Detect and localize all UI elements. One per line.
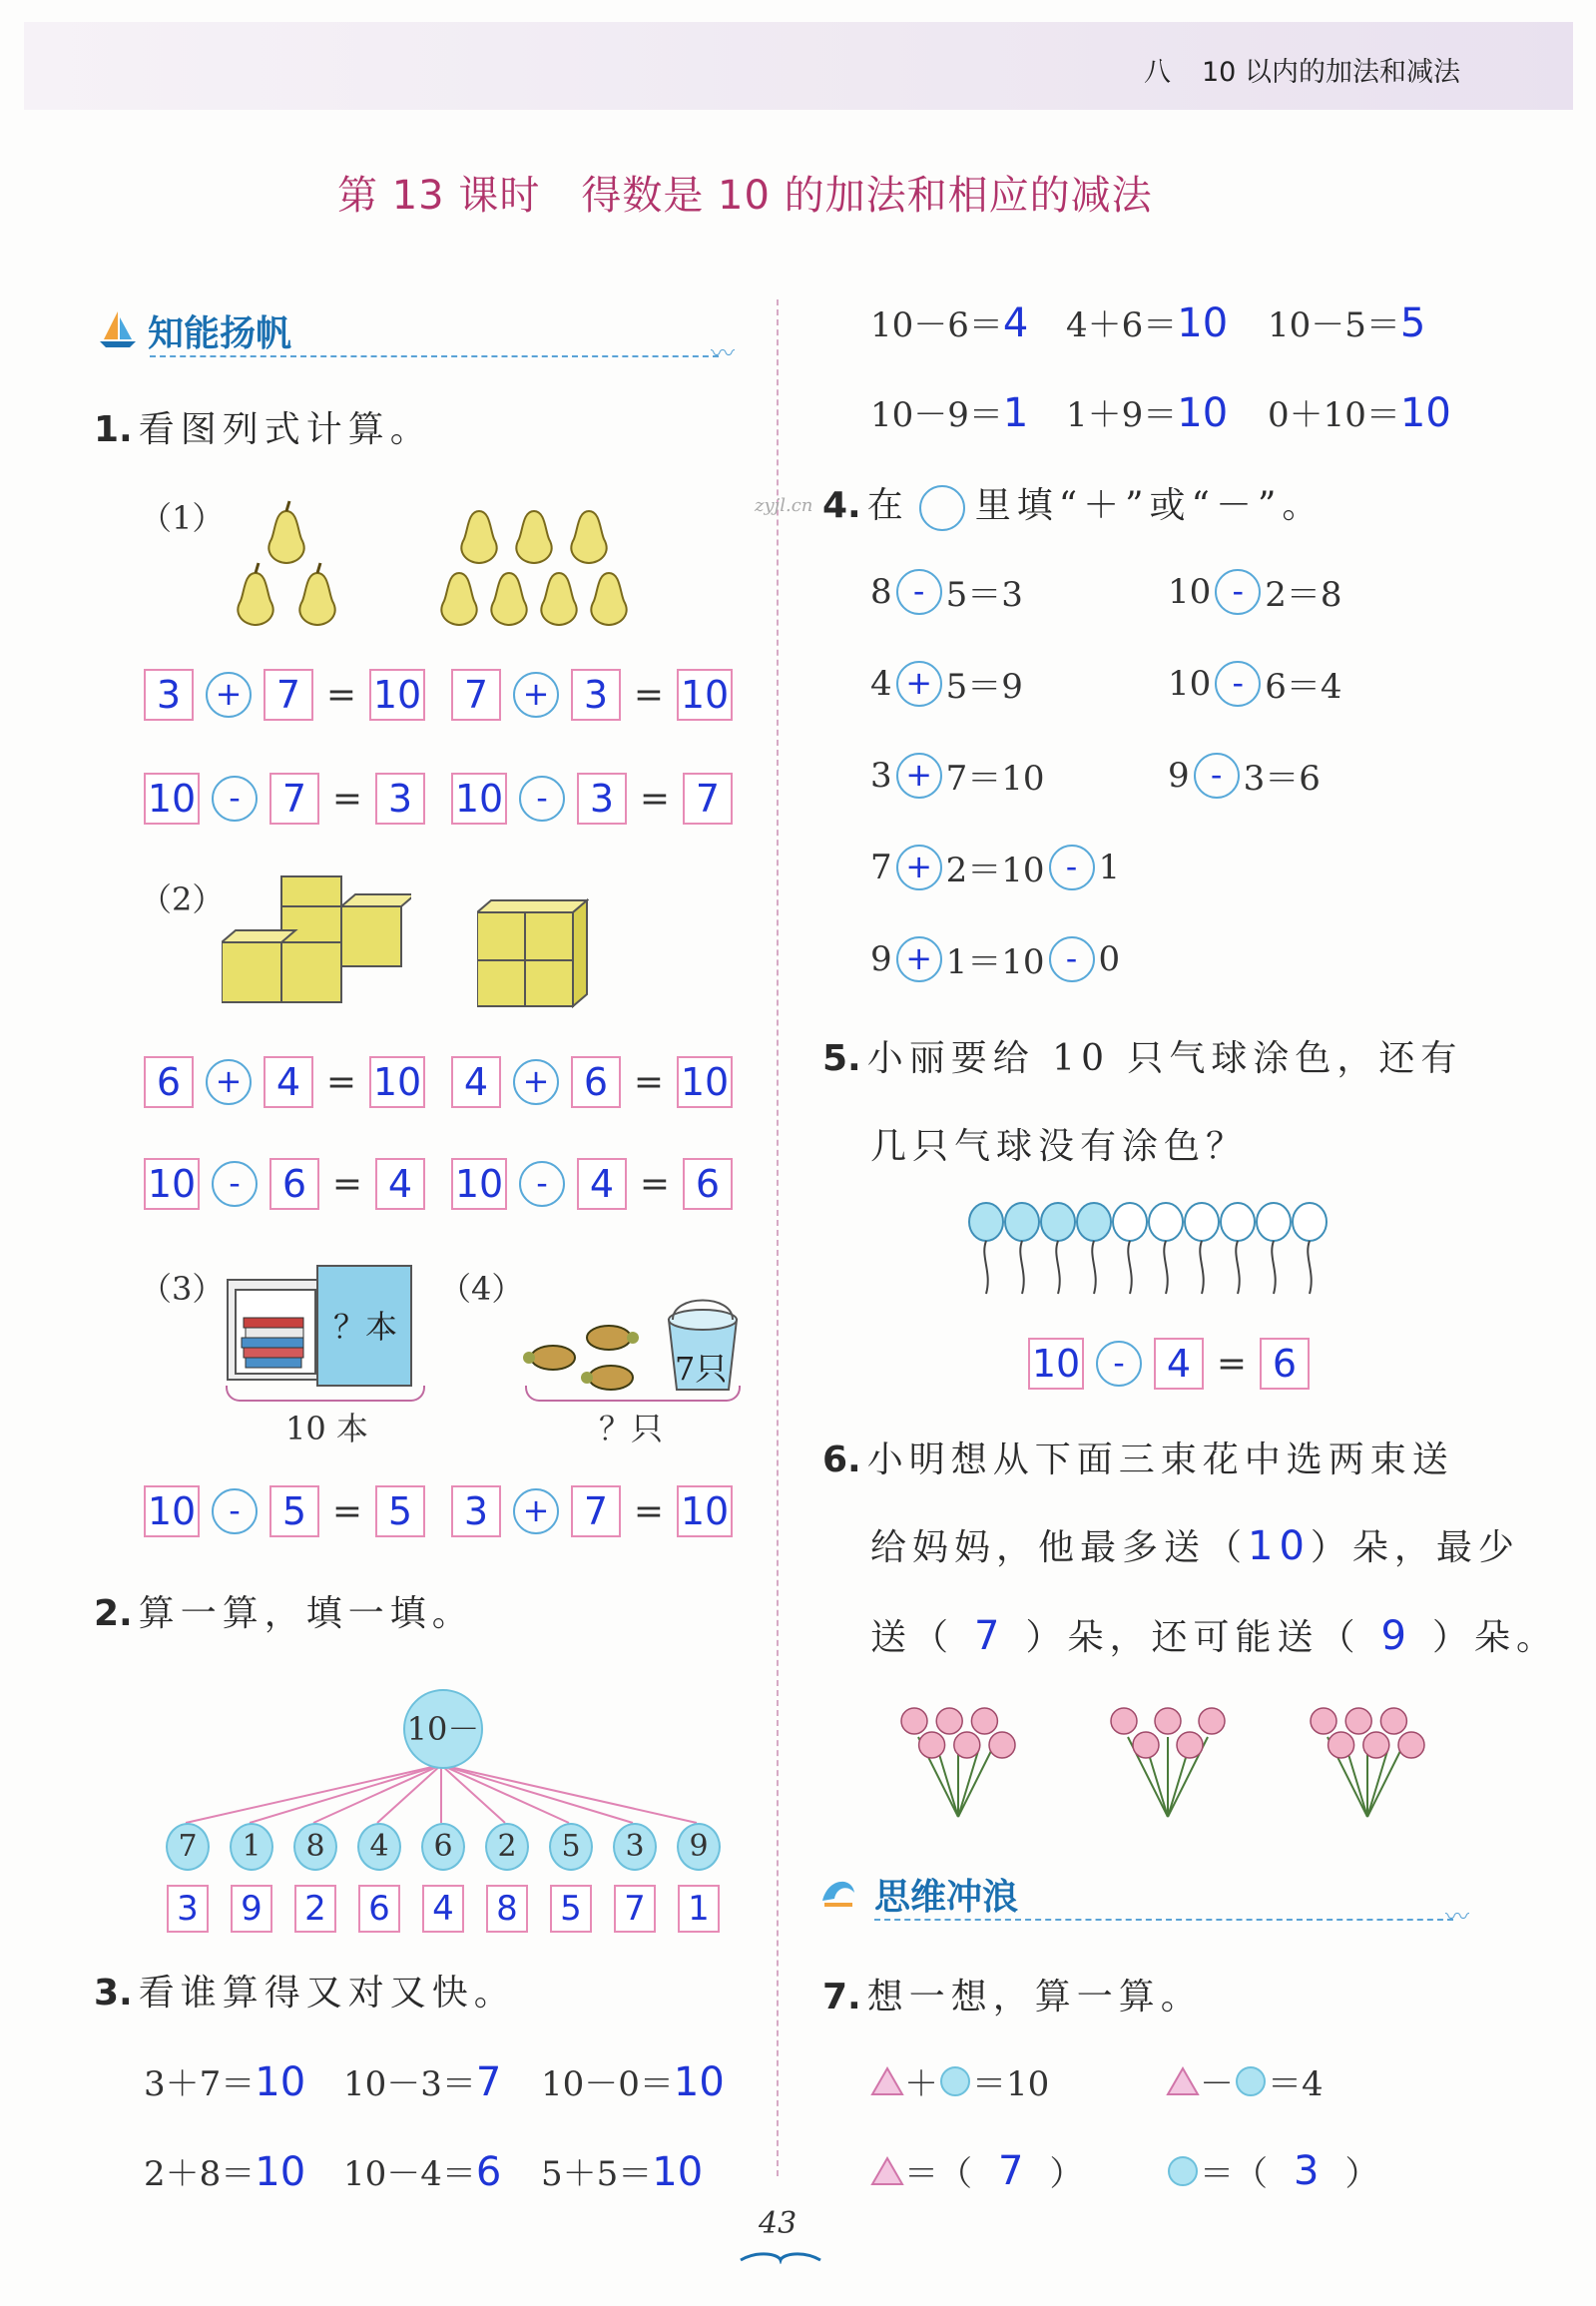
section-title-knowledge: 知能扬帆 [148, 313, 292, 354]
q7-prompt: 7. 想一想，算一算。 [822, 1977, 1203, 2018]
q1-p2-row1 [144, 1056, 733, 1108]
q1-p2-row2 [144, 1158, 733, 1210]
tree-answer-box[interactable]: 1 [678, 1885, 720, 1933]
operator-circle[interactable]: - [1096, 1341, 1142, 1387]
tree-input-circle: 4 [357, 1823, 401, 1871]
answer-box[interactable]: 10 [144, 773, 200, 825]
q1-part2-label: （2） [140, 880, 225, 918]
tree-input-circle: 2 [485, 1823, 529, 1871]
expression-text: 2＋8＝ [144, 2154, 256, 2194]
answer-box[interactable]: 10 [677, 1056, 733, 1108]
answer-box[interactable]: 7 [683, 773, 733, 825]
answer-box[interactable]: 10 [144, 1158, 200, 1210]
operator-circle[interactable]: + [513, 672, 559, 718]
q1-p34-row [144, 1485, 733, 1537]
q6-line2: 给妈妈，他最多送（10）朵，最少 [870, 1523, 1520, 1569]
flower-bunch [901, 1708, 1015, 1817]
equals-sign: = [639, 778, 671, 820]
equals-sign: = [325, 1061, 357, 1103]
operand: 7＝10 [945, 759, 1045, 799]
q4-expression [1168, 751, 1321, 800]
operand: 10 [1168, 571, 1212, 612]
operator-circle[interactable]: + [896, 845, 942, 890]
blank-circle-icon [919, 485, 965, 531]
q5-row [1028, 1338, 1310, 1390]
answer-box[interactable]: 4 [451, 1056, 501, 1108]
operator-circle[interactable]: - [519, 776, 565, 822]
answer-box[interactable]: 10 [677, 1485, 733, 1537]
answer-box[interactable]: 10 [677, 669, 733, 721]
expression-text: 10－4＝ [343, 2154, 476, 2194]
q4-expression [870, 843, 1120, 891]
q4-expression [870, 751, 1045, 800]
operand: 2＝8 [1265, 575, 1342, 615]
operator-circle[interactable]: - [1215, 569, 1261, 615]
wave-icon: 〰 [1445, 1903, 1469, 1931]
q4-expression [870, 567, 1023, 616]
expression-text: 10－5＝ [1268, 305, 1400, 345]
answer-box[interactable]: 10 [1028, 1338, 1084, 1390]
q3-prompt: 3. 看谁算得又对又快。 [94, 1973, 516, 2014]
operand: 3＝6 [1243, 759, 1321, 799]
circle-icon [938, 2064, 972, 2098]
tree-line [313, 1765, 441, 1823]
q6-other-answer: 9 [1380, 1613, 1412, 1659]
equals-sign: = [331, 778, 363, 820]
total-books-label: 10 本 [285, 1410, 368, 1447]
q3-expression [870, 297, 1028, 346]
q3-expression [343, 2146, 501, 2195]
answer-box[interactable]: 3 [144, 669, 194, 721]
operand: 5＝3 [945, 575, 1023, 615]
total-turtles-label: ？只 [599, 1410, 664, 1447]
operand: 3 [870, 755, 892, 796]
q6-line1: 6. 小明想从下面三束花中选两束送 [822, 1440, 1454, 1480]
operator-circle[interactable]: - [1049, 936, 1095, 982]
expression-answer[interactable]: 6 [475, 2149, 502, 2195]
expression-answer[interactable]: 5 [1399, 300, 1426, 346]
tree-input-circle: 5 [549, 1823, 593, 1871]
balloon-string [1020, 1241, 1023, 1294]
expression-answer[interactable]: 4 [1002, 300, 1029, 346]
wave-icon: 〰 [711, 339, 735, 367]
q4-expression [1168, 659, 1342, 708]
operand: 4 [870, 663, 892, 704]
operand: 9 [870, 938, 892, 979]
operand: 0 [1098, 938, 1121, 979]
pear-group-large [439, 491, 629, 631]
expression-answer[interactable]: 10 [255, 2059, 306, 2105]
answer-box[interactable]: 3 [375, 773, 425, 825]
balloon-string [1092, 1241, 1095, 1294]
q7-circle-answer: ＝（ 3 ） [1166, 2146, 1378, 2195]
brace [226, 1386, 425, 1402]
operator-circle[interactable]: + [896, 661, 942, 707]
divider [150, 355, 719, 357]
operator-circle[interactable]: - [519, 1161, 565, 1207]
operator-circle[interactable]: + [896, 936, 942, 982]
equals-sign: = [325, 674, 357, 716]
bucket-label: 7只 [675, 1350, 728, 1388]
triangle-icon [870, 2066, 904, 2096]
tree-line [441, 1765, 633, 1823]
uncolored-balloon [1293, 1203, 1327, 1241]
answer-box[interactable]: 7 [451, 669, 501, 721]
q5-line2: 几只气球没有涂色？ [870, 1126, 1249, 1167]
expression-text: 10－6＝ [870, 305, 1003, 345]
tree-input-circle: 6 [421, 1823, 465, 1871]
triangle-icon [1166, 2066, 1200, 2096]
uncolored-balloon [1113, 1203, 1147, 1241]
answer-box[interactable]: 3 [451, 1485, 501, 1537]
answer-box[interactable]: 10 [144, 1485, 200, 1537]
flower-bunch [1311, 1708, 1424, 1817]
expression-answer[interactable]: 10 [1177, 390, 1229, 436]
q6-max-answer: 10 [1248, 1523, 1311, 1569]
tree-line [441, 1765, 569, 1823]
colored-balloon [1005, 1203, 1039, 1241]
operator-circle[interactable]: - [212, 1161, 258, 1207]
tree-input-circle: 7 [166, 1823, 210, 1871]
colored-balloon [1077, 1203, 1111, 1241]
q7-triangle-answer: ＝（ 7 ） [870, 2146, 1083, 2195]
operator-circle[interactable]: - [212, 1488, 258, 1534]
operator-circle[interactable]: + [206, 672, 252, 718]
operand: 6＝4 [1265, 667, 1342, 707]
q6-line3: 送（ 7 ）朵，还可能送（ 9 ）朵。 [870, 1613, 1558, 1659]
expression-text: 4＋6＝ [1066, 305, 1178, 345]
equals-sign: = [633, 674, 665, 716]
equals-sign: = [639, 1163, 671, 1205]
expression-answer[interactable]: 10 [652, 2149, 704, 2195]
operand: 9 [1168, 755, 1190, 796]
watermark: zyjl.cn [755, 495, 813, 516]
flower-bunch [1111, 1708, 1225, 1817]
answer-box[interactable]: 10 [369, 1056, 425, 1108]
q1-p1-row1 [144, 669, 733, 721]
answer-box[interactable]: 10 [451, 773, 507, 825]
q3-expression [343, 2056, 501, 2105]
answer-box[interactable]: 3 [571, 669, 621, 721]
tree-answer-box[interactable]: 9 [231, 1885, 272, 1933]
circle-icon [1234, 2064, 1268, 2098]
balloon-string [1200, 1241, 1203, 1294]
q1-part1-label: （1） [140, 499, 225, 537]
tree-line [186, 1765, 441, 1823]
q5-line1: 5. 小丽要给 10 只气球涂色，还有 [822, 1038, 1463, 1079]
q4-expression [870, 659, 1023, 708]
tree-answer-box[interactable]: 6 [358, 1885, 400, 1933]
q3-expression [1268, 387, 1451, 436]
answer-box[interactable]: 10 [451, 1158, 507, 1210]
tree-answer-box[interactable]: 3 [167, 1885, 209, 1933]
q3-expression [1066, 387, 1228, 436]
answer-box[interactable]: 4 [264, 1056, 313, 1108]
wave-surf-icon [818, 1871, 858, 1915]
operand: 5＝9 [945, 667, 1023, 707]
operand: 1＝10 [945, 942, 1045, 982]
balloon-string [984, 1241, 987, 1294]
cube-shape-left [222, 870, 411, 1014]
answer-box[interactable]: 4 [1154, 1338, 1204, 1390]
equals-sign: = [331, 1490, 363, 1532]
tree-root: 10－ [403, 1689, 483, 1769]
expression-answer[interactable]: 10 [1177, 300, 1229, 346]
operator-circle[interactable]: + [206, 1059, 252, 1105]
operator-circle[interactable]: + [513, 1488, 559, 1534]
q3-expression [1268, 297, 1425, 346]
uncolored-balloon [1185, 1203, 1219, 1241]
tree-input-circle: 1 [230, 1823, 273, 1871]
unit-title: 10 以内的加法和减法 [1202, 57, 1460, 88]
uncolored-balloon [1257, 1203, 1291, 1241]
expression-text: 10－9＝ [870, 395, 1003, 435]
operator-circle[interactable]: - [212, 776, 258, 822]
q7-eq1: ＋ ＝10 [870, 2056, 1049, 2105]
colored-balloon [969, 1203, 1003, 1241]
balloon-string [1128, 1241, 1131, 1294]
q1-part3-label: （3） [140, 1270, 225, 1308]
q3-expression [541, 2146, 703, 2195]
q3-expression [1066, 297, 1228, 346]
answer-box[interactable]: 7 [269, 773, 319, 825]
answer-box[interactable]: 6 [144, 1056, 194, 1108]
flowers-illustration [898, 1697, 1457, 1831]
q4-expression [1168, 567, 1342, 616]
answer-box[interactable]: 4 [375, 1158, 425, 1210]
expression-text: 10－0＝ [541, 2064, 674, 2104]
expression-answer[interactable]: 10 [1399, 390, 1451, 436]
answer-box[interactable]: 3 [577, 773, 627, 825]
answer-box[interactable]: 6 [683, 1158, 733, 1210]
balloons-illustration [966, 1202, 1355, 1306]
balloon-string [1236, 1241, 1239, 1294]
uncolored-balloon [1221, 1203, 1255, 1241]
operator-circle[interactable]: + [513, 1059, 559, 1105]
tree-input-circle: 3 [613, 1823, 657, 1871]
equals-sign: = [331, 1163, 363, 1205]
tree-input-circle: 9 [677, 1823, 721, 1871]
expression-text: 5＋5＝ [541, 2154, 653, 2194]
tree-input-circle: 8 [293, 1823, 337, 1871]
equals-sign: = [1216, 1343, 1248, 1385]
cube-shape-right [477, 898, 589, 1012]
operator-circle[interactable]: - [1215, 661, 1261, 707]
operator-circle[interactable]: - [896, 569, 942, 615]
sailboat-icon [96, 307, 140, 355]
book-icon [739, 2248, 822, 2268]
q3-expression [870, 387, 1028, 436]
equals-sign: = [633, 1061, 665, 1103]
q6-min-answer: 7 [974, 1613, 1006, 1659]
section-title-thinking: 思维冲浪 [874, 1877, 1019, 1918]
unknown-books-label: ？本 [333, 1308, 398, 1346]
expression-answer[interactable]: 10 [673, 2059, 725, 2105]
operand: 2＝10 [945, 851, 1045, 890]
q2-prompt: 2. 算一算，填一填。 [94, 1593, 474, 1634]
answer-box[interactable]: 10 [369, 669, 425, 721]
tree-answer-box[interactable]: 5 [550, 1885, 592, 1933]
expression-answer[interactable]: 10 [255, 2149, 306, 2195]
colored-balloon [1041, 1203, 1075, 1241]
expression-text: 10－3＝ [343, 2064, 476, 2104]
tree-line [441, 1765, 697, 1823]
answer-box[interactable]: 5 [269, 1485, 319, 1537]
q1-p1-row2 [144, 773, 733, 825]
operator-circle[interactable]: - [1049, 845, 1095, 890]
expression-text: 1＋9＝ [1066, 395, 1178, 435]
balloon-string [1308, 1241, 1311, 1294]
unit-number: 八 [1144, 57, 1171, 88]
balloon-string [1164, 1241, 1167, 1294]
answer-box[interactable]: 6 [1260, 1338, 1310, 1390]
triangle-icon [870, 2156, 904, 2186]
q3-expression [541, 2056, 725, 2105]
tree-line [250, 1765, 441, 1823]
expression-text: 3＋7＝ [144, 2064, 256, 2104]
equals-sign: = [633, 1490, 665, 1532]
q3-expression [144, 2146, 305, 2195]
balloon-string [1056, 1241, 1059, 1294]
q4-prompt: 4. 在 里填“＋”或“－”。 [822, 477, 1324, 531]
answer-box[interactable]: 6 [269, 1158, 319, 1210]
pear-group-small [232, 491, 341, 631]
answer-box[interactable]: 6 [571, 1056, 621, 1108]
operand: 1 [1098, 847, 1121, 887]
circle-icon [1166, 2154, 1200, 2188]
brace [525, 1386, 741, 1402]
q4-expression [870, 934, 1120, 983]
divider [874, 1919, 1453, 1921]
uncolored-balloon [1149, 1203, 1183, 1241]
q3-expression [144, 2056, 305, 2105]
answer-box[interactable]: 7 [264, 669, 313, 721]
expression-answer[interactable]: 7 [475, 2059, 502, 2105]
expression-text: 0＋10＝ [1268, 395, 1400, 435]
operand: 7 [870, 847, 892, 887]
balloon-string [1272, 1241, 1275, 1294]
q1-prompt: 1. 看图列式计算。 [94, 409, 432, 450]
operator-circle[interactable]: + [896, 753, 942, 799]
lesson-title: 第 13 课时 得数是 10 的加法和相应的减法 [337, 173, 1153, 219]
column-divider [777, 299, 779, 2176]
expression-answer[interactable]: 1 [1002, 390, 1029, 436]
q7-eq2: － ＝4 [1166, 2056, 1324, 2105]
operand: 10 [1168, 663, 1212, 704]
tree-answer-box[interactable]: 4 [422, 1885, 464, 1933]
page-number: 43 [759, 2206, 798, 2241]
operand: 8 [870, 571, 892, 612]
q1-part4-label: （4） [439, 1270, 524, 1308]
answer-box[interactable]: 7 [571, 1485, 621, 1537]
answer-box[interactable]: 5 [375, 1485, 425, 1537]
tree-answer-box[interactable]: 8 [486, 1885, 528, 1933]
tree-answer-box[interactable]: 2 [294, 1885, 336, 1933]
operator-circle[interactable]: - [1194, 753, 1240, 799]
tree-answer-box[interactable]: 7 [614, 1885, 656, 1933]
answer-box[interactable]: 4 [577, 1158, 627, 1210]
